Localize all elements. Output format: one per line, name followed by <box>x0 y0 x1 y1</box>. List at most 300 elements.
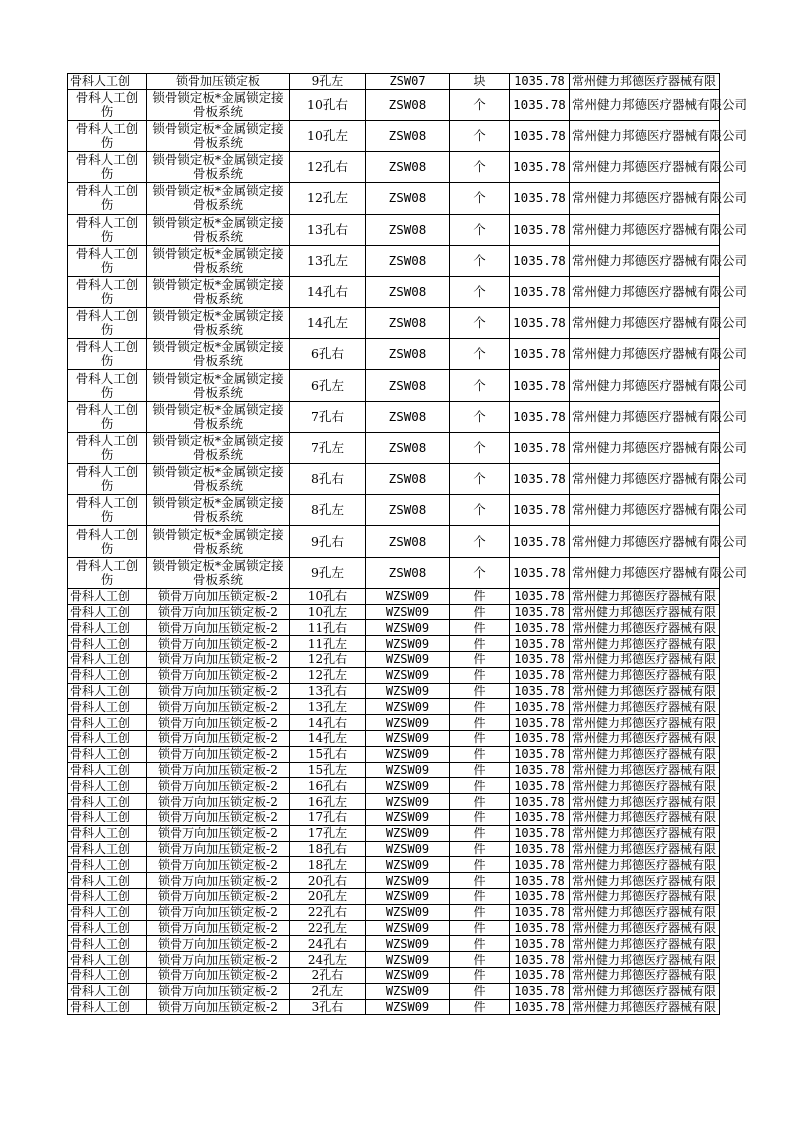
cell-specification: 22孔右 <box>290 904 366 920</box>
cell-category: 骨科人工创 <box>68 74 147 90</box>
cell-price: 1035.78 <box>510 730 570 746</box>
cell-category: 骨科人工创 <box>68 778 147 794</box>
cell-unit: 个 <box>450 245 510 276</box>
cell-product-name: 锁骨加压锁定板 <box>147 74 290 90</box>
cell-specification: 24孔左 <box>290 952 366 968</box>
cell-product-name: 锁骨锁定板*金属锁定接骨板系统 <box>147 245 290 276</box>
cell-category: 骨科人工创 <box>68 651 147 667</box>
cell-model: WZSW09 <box>366 636 450 652</box>
cell-unit: 个 <box>450 152 510 183</box>
cell-category: 骨科人工创 <box>68 936 147 952</box>
cell-model: WZSW09 <box>366 952 450 968</box>
cell-specification: 18孔右 <box>290 841 366 857</box>
cell-product-name: 锁骨锁定板*金属锁定接骨板系统 <box>147 401 290 432</box>
cell-manufacturer: 常州健力邦德医疗器械有限公司 <box>570 245 720 276</box>
cell-specification: 13孔右 <box>290 683 366 699</box>
cell-unit: 件 <box>450 999 510 1015</box>
cell-manufacturer: 常州健力邦德医疗器械有限 <box>570 825 720 841</box>
cell-category: 骨科人工创 <box>68 636 147 652</box>
cell-manufacturer: 常州健力邦德医疗器械有限公司 <box>570 526 720 557</box>
cell-product-name: 锁骨锁定板*金属锁定接骨板系统 <box>147 89 290 120</box>
cell-specification: 13孔右 <box>290 214 366 245</box>
cell-price: 1035.78 <box>510 936 570 952</box>
cell-product-name: 锁骨万向加压锁定板-2 <box>147 841 290 857</box>
cell-manufacturer: 常州健力邦德医疗器械有限 <box>570 636 720 652</box>
cell-product-name: 锁骨万向加压锁定板-2 <box>147 715 290 731</box>
cell-unit: 件 <box>450 620 510 636</box>
cell-unit: 件 <box>450 651 510 667</box>
table-row <box>68 276 720 307</box>
cell-model: ZSW07 <box>366 74 450 90</box>
cell-category: 骨科人工创 <box>68 983 147 999</box>
cell-model: WZSW09 <box>366 841 450 857</box>
table-body <box>68 74 748 1015</box>
table-row <box>68 245 720 276</box>
cell-category: 骨科人工创 <box>68 873 147 889</box>
cell-unit: 件 <box>450 857 510 873</box>
cell-model: WZSW09 <box>366 730 450 746</box>
cell-product-name: 锁骨万向加压锁定板-2 <box>147 983 290 999</box>
cell-product-name: 锁骨万向加压锁定板-2 <box>147 967 290 983</box>
cell-category: 骨科人工创伤 <box>68 526 147 557</box>
cell-manufacturer: 常州健力邦德医疗器械有限公司 <box>570 276 720 307</box>
cell-manufacturer: 常州健力邦德医疗器械有限 <box>570 857 720 873</box>
cell-specification: 6孔左 <box>290 370 366 401</box>
cell-price: 1035.78 <box>510 762 570 778</box>
cell-category: 骨科人工创伤 <box>68 245 147 276</box>
cell-model: ZSW08 <box>366 464 450 495</box>
cell-product-name: 锁骨万向加压锁定板-2 <box>147 762 290 778</box>
cell-specification: 13孔左 <box>290 699 366 715</box>
cell-manufacturer: 常州健力邦德医疗器械有限公司 <box>570 120 720 151</box>
cell-manufacturer: 常州健力邦德医疗器械有限 <box>570 983 720 999</box>
cell-price: 1035.78 <box>510 857 570 873</box>
cell-category: 骨科人工创伤 <box>68 370 147 401</box>
cell-specification: 17孔右 <box>290 809 366 825</box>
cell-product-name: 锁骨锁定板*金属锁定接骨板系统 <box>147 557 290 588</box>
cell-model: ZSW08 <box>366 214 450 245</box>
cell-manufacturer: 常州健力邦德医疗器械有限公司 <box>570 432 720 463</box>
cell-price: 1035.78 <box>510 794 570 810</box>
cell-specification: 11孔左 <box>290 636 366 652</box>
cell-manufacturer: 常州健力邦德医疗器械有限公司 <box>570 370 720 401</box>
cell-price: 1035.78 <box>510 495 570 526</box>
cell-model: WZSW09 <box>366 794 450 810</box>
cell-price: 1035.78 <box>510 667 570 683</box>
cell-unit: 个 <box>450 339 510 370</box>
cell-unit: 件 <box>450 904 510 920</box>
table-row <box>68 667 720 683</box>
cell-product-name: 锁骨万向加压锁定板-2 <box>147 636 290 652</box>
cell-specification: 9孔右 <box>290 526 366 557</box>
cell-unit: 件 <box>450 794 510 810</box>
cell-model: WZSW09 <box>366 746 450 762</box>
cell-manufacturer: 常州健力邦德医疗器械有限 <box>570 904 720 920</box>
table-row <box>68 841 720 857</box>
cell-product-name: 锁骨万向加压锁定板-2 <box>147 873 290 889</box>
cell-price: 1035.78 <box>510 904 570 920</box>
cell-price: 1035.78 <box>510 120 570 151</box>
cell-manufacturer: 常州健力邦德医疗器械有限公司 <box>570 308 720 339</box>
cell-category: 骨科人工创 <box>68 952 147 968</box>
cell-price: 1035.78 <box>510 983 570 999</box>
cell-price: 1035.78 <box>510 401 570 432</box>
cell-product-name: 锁骨万向加压锁定板-2 <box>147 999 290 1015</box>
cell-price: 1035.78 <box>510 841 570 857</box>
cell-product-name: 锁骨万向加压锁定板-2 <box>147 699 290 715</box>
cell-specification: 13孔左 <box>290 245 366 276</box>
cell-manufacturer: 常州健力邦德医疗器械有限 <box>570 746 720 762</box>
table-row <box>68 620 720 636</box>
cell-price: 1035.78 <box>510 276 570 307</box>
cell-category: 骨科人工创 <box>68 888 147 904</box>
cell-model: ZSW08 <box>366 245 450 276</box>
product-price-table <box>67 73 748 1015</box>
table-row <box>68 999 720 1015</box>
cell-product-name: 锁骨锁定板*金属锁定接骨板系统 <box>147 276 290 307</box>
cell-price: 1035.78 <box>510 746 570 762</box>
cell-price: 1035.78 <box>510 432 570 463</box>
table-row <box>68 983 720 999</box>
cell-specification: 11孔右 <box>290 620 366 636</box>
cell-specification: 10孔右 <box>290 588 366 604</box>
cell-unit: 个 <box>450 401 510 432</box>
cell-category: 骨科人工创 <box>68 762 147 778</box>
cell-price: 1035.78 <box>510 825 570 841</box>
cell-model: ZSW08 <box>366 276 450 307</box>
cell-price: 1035.78 <box>510 245 570 276</box>
cell-product-name: 锁骨锁定板*金属锁定接骨板系统 <box>147 339 290 370</box>
cell-product-name: 锁骨锁定板*金属锁定接骨板系统 <box>147 214 290 245</box>
cell-model: WZSW09 <box>366 999 450 1015</box>
cell-model: WZSW09 <box>366 825 450 841</box>
table-row <box>68 604 720 620</box>
cell-product-name: 锁骨万向加压锁定板-2 <box>147 667 290 683</box>
cell-specification: 9孔左 <box>290 557 366 588</box>
cell-price: 1035.78 <box>510 370 570 401</box>
cell-price: 1035.78 <box>510 183 570 214</box>
cell-specification: 12孔左 <box>290 667 366 683</box>
cell-manufacturer: 常州健力邦德医疗器械有限 <box>570 888 720 904</box>
table-row <box>68 730 720 746</box>
cell-unit: 件 <box>450 636 510 652</box>
cell-product-name: 锁骨万向加压锁定板-2 <box>147 746 290 762</box>
cell-unit: 个 <box>450 89 510 120</box>
cell-product-name: 锁骨锁定板*金属锁定接骨板系统 <box>147 526 290 557</box>
cell-price: 1035.78 <box>510 715 570 731</box>
cell-product-name: 锁骨万向加压锁定板-2 <box>147 825 290 841</box>
cell-model: WZSW09 <box>366 762 450 778</box>
cell-unit: 件 <box>450 967 510 983</box>
table-row <box>68 699 720 715</box>
table-row <box>68 339 720 370</box>
cell-manufacturer: 常州健力邦德医疗器械有限 <box>570 683 720 699</box>
cell-manufacturer: 常州健力邦德医疗器械有限 <box>570 794 720 810</box>
cell-product-name: 锁骨锁定板*金属锁定接骨板系统 <box>147 183 290 214</box>
cell-category: 骨科人工创 <box>68 588 147 604</box>
cell-unit: 个 <box>450 370 510 401</box>
cell-manufacturer: 常州健力邦德医疗器械有限 <box>570 762 720 778</box>
table-row <box>68 809 720 825</box>
cell-manufacturer: 常州健力邦德医疗器械有限 <box>570 667 720 683</box>
cell-category: 骨科人工创 <box>68 699 147 715</box>
table-row <box>68 120 720 151</box>
cell-manufacturer: 常州健力邦德医疗器械有限 <box>570 809 720 825</box>
cell-unit: 件 <box>450 730 510 746</box>
cell-price: 1035.78 <box>510 89 570 120</box>
cell-price: 1035.78 <box>510 952 570 968</box>
cell-model: WZSW09 <box>366 967 450 983</box>
cell-unit: 个 <box>450 526 510 557</box>
cell-manufacturer: 常州健力邦德医疗器械有限 <box>570 715 720 731</box>
cell-specification: 16孔左 <box>290 794 366 810</box>
cell-price: 1035.78 <box>510 999 570 1015</box>
cell-product-name: 锁骨万向加压锁定板-2 <box>147 888 290 904</box>
cell-unit: 件 <box>450 667 510 683</box>
cell-price: 1035.78 <box>510 967 570 983</box>
cell-manufacturer: 常州健力邦德医疗器械有限公司 <box>570 557 720 588</box>
cell-category: 骨科人工创 <box>68 841 147 857</box>
table-row <box>68 214 720 245</box>
cell-unit: 件 <box>450 683 510 699</box>
cell-category: 骨科人工创 <box>68 967 147 983</box>
cell-unit: 件 <box>450 809 510 825</box>
cell-product-name: 锁骨万向加压锁定板-2 <box>147 730 290 746</box>
cell-specification: 12孔左 <box>290 183 366 214</box>
cell-category: 骨科人工创伤 <box>68 308 147 339</box>
table-row <box>68 651 720 667</box>
cell-category: 骨科人工创 <box>68 620 147 636</box>
cell-manufacturer: 常州健力邦德医疗器械有限公司 <box>570 401 720 432</box>
cell-specification: 14孔右 <box>290 276 366 307</box>
table-row <box>68 794 720 810</box>
cell-model: WZSW09 <box>366 778 450 794</box>
cell-manufacturer: 常州健力邦德医疗器械有限 <box>570 936 720 952</box>
cell-unit: 件 <box>450 888 510 904</box>
cell-category: 骨科人工创伤 <box>68 401 147 432</box>
cell-unit: 件 <box>450 936 510 952</box>
cell-product-name: 锁骨锁定板*金属锁定接骨板系统 <box>147 152 290 183</box>
cell-manufacturer: 常州健力邦德医疗器械有限公司 <box>570 214 720 245</box>
cell-manufacturer: 常州健力邦德医疗器械有限 <box>570 588 720 604</box>
cell-specification: 10孔左 <box>290 120 366 151</box>
cell-model: WZSW09 <box>366 715 450 731</box>
cell-category: 骨科人工创伤 <box>68 339 147 370</box>
cell-product-name: 锁骨万向加压锁定板-2 <box>147 794 290 810</box>
cell-model: WZSW09 <box>366 620 450 636</box>
cell-category: 骨科人工创 <box>68 715 147 731</box>
cell-product-name: 锁骨锁定板*金属锁定接骨板系统 <box>147 370 290 401</box>
cell-category: 骨科人工创伤 <box>68 120 147 151</box>
cell-unit: 个 <box>450 557 510 588</box>
cell-model: WZSW09 <box>366 920 450 936</box>
cell-unit: 件 <box>450 952 510 968</box>
cell-model: ZSW08 <box>366 183 450 214</box>
cell-category: 骨科人工创伤 <box>68 557 147 588</box>
cell-model: ZSW08 <box>366 120 450 151</box>
cell-price: 1035.78 <box>510 636 570 652</box>
cell-price: 1035.78 <box>510 683 570 699</box>
cell-specification: 10孔右 <box>290 89 366 120</box>
cell-unit: 件 <box>450 873 510 889</box>
table-row <box>68 967 720 983</box>
cell-manufacturer: 常州健力邦德医疗器械有限公司 <box>570 89 720 120</box>
cell-price: 1035.78 <box>510 809 570 825</box>
cell-specification: 10孔左 <box>290 604 366 620</box>
cell-product-name: 锁骨万向加压锁定板-2 <box>147 857 290 873</box>
cell-model: ZSW08 <box>366 89 450 120</box>
cell-specification: 15孔左 <box>290 762 366 778</box>
cell-manufacturer: 常州健力邦德医疗器械有限 <box>570 778 720 794</box>
cell-manufacturer: 常州健力邦德医疗器械有限 <box>570 604 720 620</box>
cell-category: 骨科人工创伤 <box>68 183 147 214</box>
cell-price: 1035.78 <box>510 557 570 588</box>
cell-manufacturer: 常州健力邦德医疗器械有限 <box>570 873 720 889</box>
cell-manufacturer: 常州健力邦德医疗器械有限 <box>570 920 720 936</box>
cell-price: 1035.78 <box>510 308 570 339</box>
cell-manufacturer: 常州健力邦德医疗器械有限 <box>570 699 720 715</box>
table-row <box>68 920 720 936</box>
cell-model: WZSW09 <box>366 873 450 889</box>
cell-model: ZSW08 <box>366 370 450 401</box>
cell-unit: 个 <box>450 183 510 214</box>
cell-product-name: 锁骨锁定板*金属锁定接骨板系统 <box>147 120 290 151</box>
cell-manufacturer: 常州健力邦德医疗器械有限公司 <box>570 495 720 526</box>
cell-specification: 18孔左 <box>290 857 366 873</box>
table-row <box>68 183 720 214</box>
cell-category: 骨科人工创 <box>68 999 147 1015</box>
cell-model: ZSW08 <box>366 557 450 588</box>
table-row <box>68 636 720 652</box>
cell-model: ZSW08 <box>366 432 450 463</box>
table-row <box>68 762 720 778</box>
cell-specification: 14孔左 <box>290 730 366 746</box>
cell-category: 骨科人工创伤 <box>68 152 147 183</box>
table-row <box>68 308 720 339</box>
cell-model: WZSW09 <box>366 857 450 873</box>
cell-specification: 24孔右 <box>290 936 366 952</box>
cell-manufacturer: 常州健力邦德医疗器械有限 <box>570 74 720 90</box>
table-row <box>68 557 720 588</box>
cell-product-name: 锁骨万向加压锁定板-2 <box>147 920 290 936</box>
cell-unit: 件 <box>450 825 510 841</box>
table-row <box>68 746 720 762</box>
cell-manufacturer: 常州健力邦德医疗器械有限 <box>570 999 720 1015</box>
cell-unit: 个 <box>450 432 510 463</box>
table-row <box>68 432 720 463</box>
cell-product-name: 锁骨万向加压锁定板-2 <box>147 604 290 620</box>
table-row <box>68 74 720 90</box>
table-row <box>68 464 720 495</box>
cell-specification: 20孔左 <box>290 888 366 904</box>
table-row <box>68 495 720 526</box>
cell-product-name: 锁骨万向加压锁定板-2 <box>147 620 290 636</box>
cell-unit: 块 <box>450 74 510 90</box>
cell-unit: 个 <box>450 464 510 495</box>
table-row <box>68 857 720 873</box>
cell-specification: 17孔左 <box>290 825 366 841</box>
cell-specification: 14孔左 <box>290 308 366 339</box>
cell-product-name: 锁骨锁定板*金属锁定接骨板系统 <box>147 495 290 526</box>
cell-model: ZSW08 <box>366 152 450 183</box>
table-row <box>68 952 720 968</box>
cell-product-name: 锁骨万向加压锁定板-2 <box>147 588 290 604</box>
cell-manufacturer: 常州健力邦德医疗器械有限公司 <box>570 152 720 183</box>
table-row <box>68 683 720 699</box>
cell-specification: 15孔右 <box>290 746 366 762</box>
cell-manufacturer: 常州健力邦德医疗器械有限公司 <box>570 339 720 370</box>
cell-unit: 件 <box>450 983 510 999</box>
cell-specification: 7孔左 <box>290 432 366 463</box>
cell-category: 骨科人工创伤 <box>68 464 147 495</box>
cell-unit: 件 <box>450 920 510 936</box>
cell-unit: 件 <box>450 762 510 778</box>
cell-category: 骨科人工创 <box>68 809 147 825</box>
cell-model: WZSW09 <box>366 904 450 920</box>
table-row <box>68 888 720 904</box>
cell-product-name: 锁骨万向加压锁定板-2 <box>147 952 290 968</box>
cell-price: 1035.78 <box>510 873 570 889</box>
table-row <box>68 89 720 120</box>
cell-category: 骨科人工创 <box>68 604 147 620</box>
cell-category: 骨科人工创 <box>68 857 147 873</box>
cell-price: 1035.78 <box>510 214 570 245</box>
cell-unit: 个 <box>450 214 510 245</box>
cell-specification: 20孔右 <box>290 873 366 889</box>
cell-manufacturer: 常州健力邦德医疗器械有限公司 <box>570 464 720 495</box>
cell-model: WZSW09 <box>366 699 450 715</box>
cell-unit: 件 <box>450 715 510 731</box>
cell-specification: 3孔右 <box>290 999 366 1015</box>
cell-manufacturer: 常州健力邦德医疗器械有限公司 <box>570 183 720 214</box>
cell-unit: 个 <box>450 120 510 151</box>
cell-model: ZSW08 <box>366 339 450 370</box>
cell-price: 1035.78 <box>510 620 570 636</box>
cell-price: 1035.78 <box>510 699 570 715</box>
cell-model: WZSW09 <box>366 936 450 952</box>
cell-category: 骨科人工创 <box>68 920 147 936</box>
cell-model: WZSW09 <box>366 667 450 683</box>
cell-model: WZSW09 <box>366 683 450 699</box>
cell-specification: 2孔右 <box>290 967 366 983</box>
cell-product-name: 锁骨万向加压锁定板-2 <box>147 651 290 667</box>
table-row <box>68 370 720 401</box>
cell-model: WZSW09 <box>366 651 450 667</box>
cell-unit: 件 <box>450 746 510 762</box>
table-row <box>68 825 720 841</box>
cell-unit: 个 <box>450 276 510 307</box>
cell-specification: 7孔右 <box>290 401 366 432</box>
cell-unit: 件 <box>450 588 510 604</box>
cell-category: 骨科人工创伤 <box>68 89 147 120</box>
cell-specification: 2孔左 <box>290 983 366 999</box>
cell-unit: 个 <box>450 308 510 339</box>
cell-specification: 22孔左 <box>290 920 366 936</box>
cell-category: 骨科人工创伤 <box>68 495 147 526</box>
cell-category: 骨科人工创 <box>68 825 147 841</box>
cell-specification: 12孔右 <box>290 651 366 667</box>
cell-manufacturer: 常州健力邦德医疗器械有限 <box>570 841 720 857</box>
cell-price: 1035.78 <box>510 526 570 557</box>
table-row <box>68 526 720 557</box>
cell-price: 1035.78 <box>510 74 570 90</box>
cell-specification: 6孔右 <box>290 339 366 370</box>
cell-price: 1035.78 <box>510 604 570 620</box>
cell-price: 1035.78 <box>510 464 570 495</box>
cell-category: 骨科人工创伤 <box>68 276 147 307</box>
cell-category: 骨科人工创 <box>68 667 147 683</box>
cell-unit: 件 <box>450 778 510 794</box>
